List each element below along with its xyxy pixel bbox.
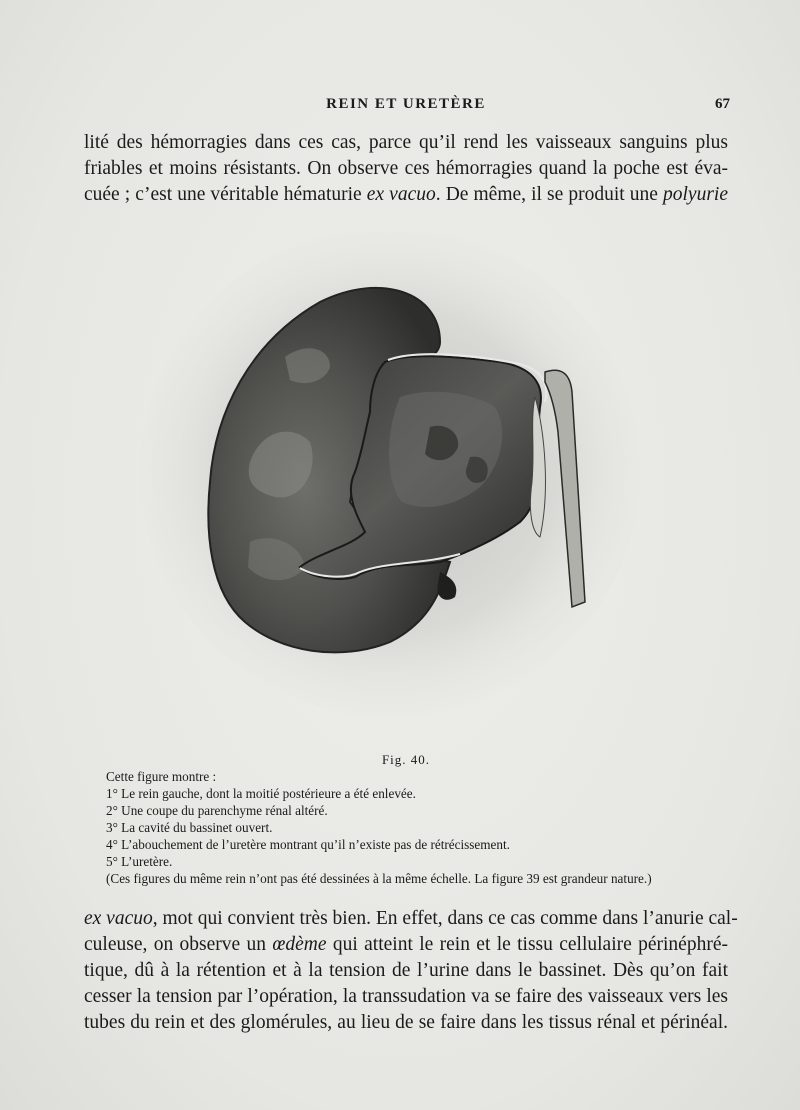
text-run: . De même, il se produit une [435, 184, 664, 205]
caption-note: (Ces figures du même rein n’ont pas été dessinées à la même échelle. La figure 39 est grandeur nature.) [106, 871, 652, 886]
text-run: , mot qui convient très bien. En effet, dans ce cas comme dans l’anurie cal- [152, 908, 738, 929]
italic-term: ex vacuo [366, 184, 436, 205]
italic-term: ex vacuo [84, 908, 153, 929]
text-line [84, 932, 728, 958]
text-run: culeuse, on observe un [84, 934, 273, 955]
italic-term: polyurie [663, 184, 728, 205]
figure-caption [106, 768, 728, 887]
caption-item: 4° L’abouchement de l’uretère montrant qu’il n’existe pas de rétrécissement. [106, 837, 510, 852]
caption-item: 3° La cavité du bassinet ouvert. [106, 820, 273, 835]
text-line: tique, dû à la rétention et à la tension de l’urine dans le bassinet. Dès qu’on fait [84, 960, 728, 981]
text-line: friables et moins résistants. On observe ces hémorragies quand la poche est éva- [84, 158, 728, 179]
caption-item: 5° L’uretère. [106, 854, 173, 869]
running-head: REIN ET URETÈRE [326, 96, 486, 112]
text-line [84, 182, 728, 208]
text-line [84, 906, 738, 932]
text-run: qui atteint le rein et le tissu cellulaire périnéphré- [326, 934, 728, 955]
text-line: lité des hémorragies dans ces cas, parce qu’il rend les vaisseaux sanguins plus [84, 132, 728, 153]
paragraph-top [84, 130, 728, 208]
caption-item: 1° Le rein gauche, dont la moitié postérieure a été enlevée. [106, 786, 416, 801]
text-line: cesser la tension par l’opération, la transsudation va se faire des vaisseaux vers les [84, 986, 728, 1007]
text-run: cuée ; c’est une véritable hématurie [84, 184, 367, 205]
figure-label: Fig. 40. [381, 752, 431, 767]
caption-item: 2° Une coupe du parenchyme rénal altéré. [106, 803, 328, 818]
page-header [84, 96, 728, 118]
paragraph-bottom [84, 906, 738, 1036]
kidney-illustration [140, 232, 660, 732]
page-number: 67 [715, 96, 730, 112]
italic-term: œdème [272, 934, 327, 955]
caption-intro: Cette figure montre : [106, 769, 217, 784]
text-line: tubes du rein et des glomérules, au lieu de se faire dans les tissus rénal et périnéal. [84, 1012, 728, 1033]
